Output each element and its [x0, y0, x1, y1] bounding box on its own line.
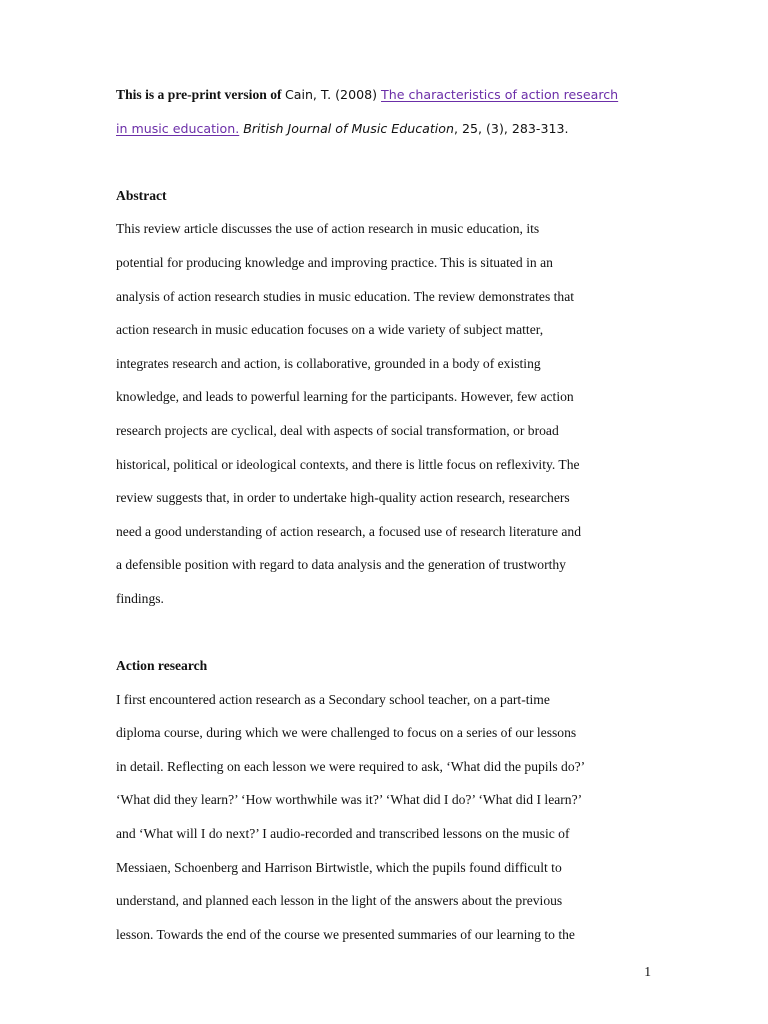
body-line: Messiaen, Schoenberg and Harrison Birtwistle, which the pupils found difficult to — [116, 859, 562, 875]
body-line: understand, and planned each lesson in the light of the answers about the previous — [116, 893, 563, 909]
abstract-body — [116, 212, 656, 615]
abstract-line: integrates research and action, is collaborative, grounded in a body of existing — [116, 355, 541, 371]
journal-volume: , 25, (3), 283-313. — [453, 120, 569, 136]
abstract-line: historical, political or ideological contexts, and there is little focus on reflexivity. The — [116, 456, 580, 472]
preprint-label: This is a pre-print version of — [116, 87, 285, 102]
article-title-link-part-1[interactable]: The characteristics of action research — [381, 87, 619, 102]
body-line: lesson. Towards the end of the course we presented summaries of our learning to the — [116, 926, 575, 942]
spacer — [116, 145, 656, 179]
body-line: and ‘What will I do next?’ I audio-recorded and transcribed lessons on the music of — [116, 826, 570, 842]
body-line: I first encountered action research as a Secondary school teacher, on a part-time — [116, 691, 550, 707]
action-research-heading: Action research — [116, 658, 208, 674]
abstract-line: review suggests that, in order to undertake high-quality action research, researchers — [116, 490, 570, 506]
article-title-link-part-2[interactable]: in music education. — [116, 120, 240, 136]
body-line: ‘What did they learn?’ ‘How worthwhile was it?’ ‘What did I do?’ ‘What did I learn?’ — [116, 792, 583, 808]
abstract-line: This review article discusses the use of action research in music education, its — [116, 221, 540, 237]
action-research-body — [116, 683, 656, 952]
abstract-line: findings. — [116, 590, 164, 606]
journal-name: British Journal of Music Education — [239, 120, 454, 136]
abstract-heading: Abstract — [116, 187, 167, 203]
abstract-line: a defensible position with regard to data analysis and the generation of trustworthy — [116, 557, 566, 573]
citation-line-1 — [116, 78, 656, 112]
abstract-line: potential for producing knowledge and improving practice. This is situated in an — [116, 254, 553, 270]
body-line: diploma course, during which we were challenged to focus on a series of our lessons — [116, 725, 577, 741]
abstract-line: knowledge, and leads to powerful learning for the participants. However, few action — [116, 389, 574, 405]
citation-line-2 — [116, 112, 656, 146]
abstract-line: analysis of action research studies in music education. The review demonstrates that — [116, 288, 575, 304]
document-page — [116, 78, 656, 951]
abstract-line: research projects are cyclical, deal with aspects of social transformation, or broad — [116, 422, 559, 438]
body-line: in detail. Reflecting on each lesson we were required to ask, ‘What did the pupils do?’ — [116, 758, 586, 774]
citation-author-year: Cain, T. (2008) — [284, 87, 382, 102]
abstract-line: need a good understanding of action research, a focused use of research literature and — [116, 523, 582, 539]
abstract-line: action research in music education focuses on a wide variety of subject matter, — [116, 322, 544, 338]
page-number: 1 — [644, 964, 651, 979]
spacer — [116, 616, 656, 650]
